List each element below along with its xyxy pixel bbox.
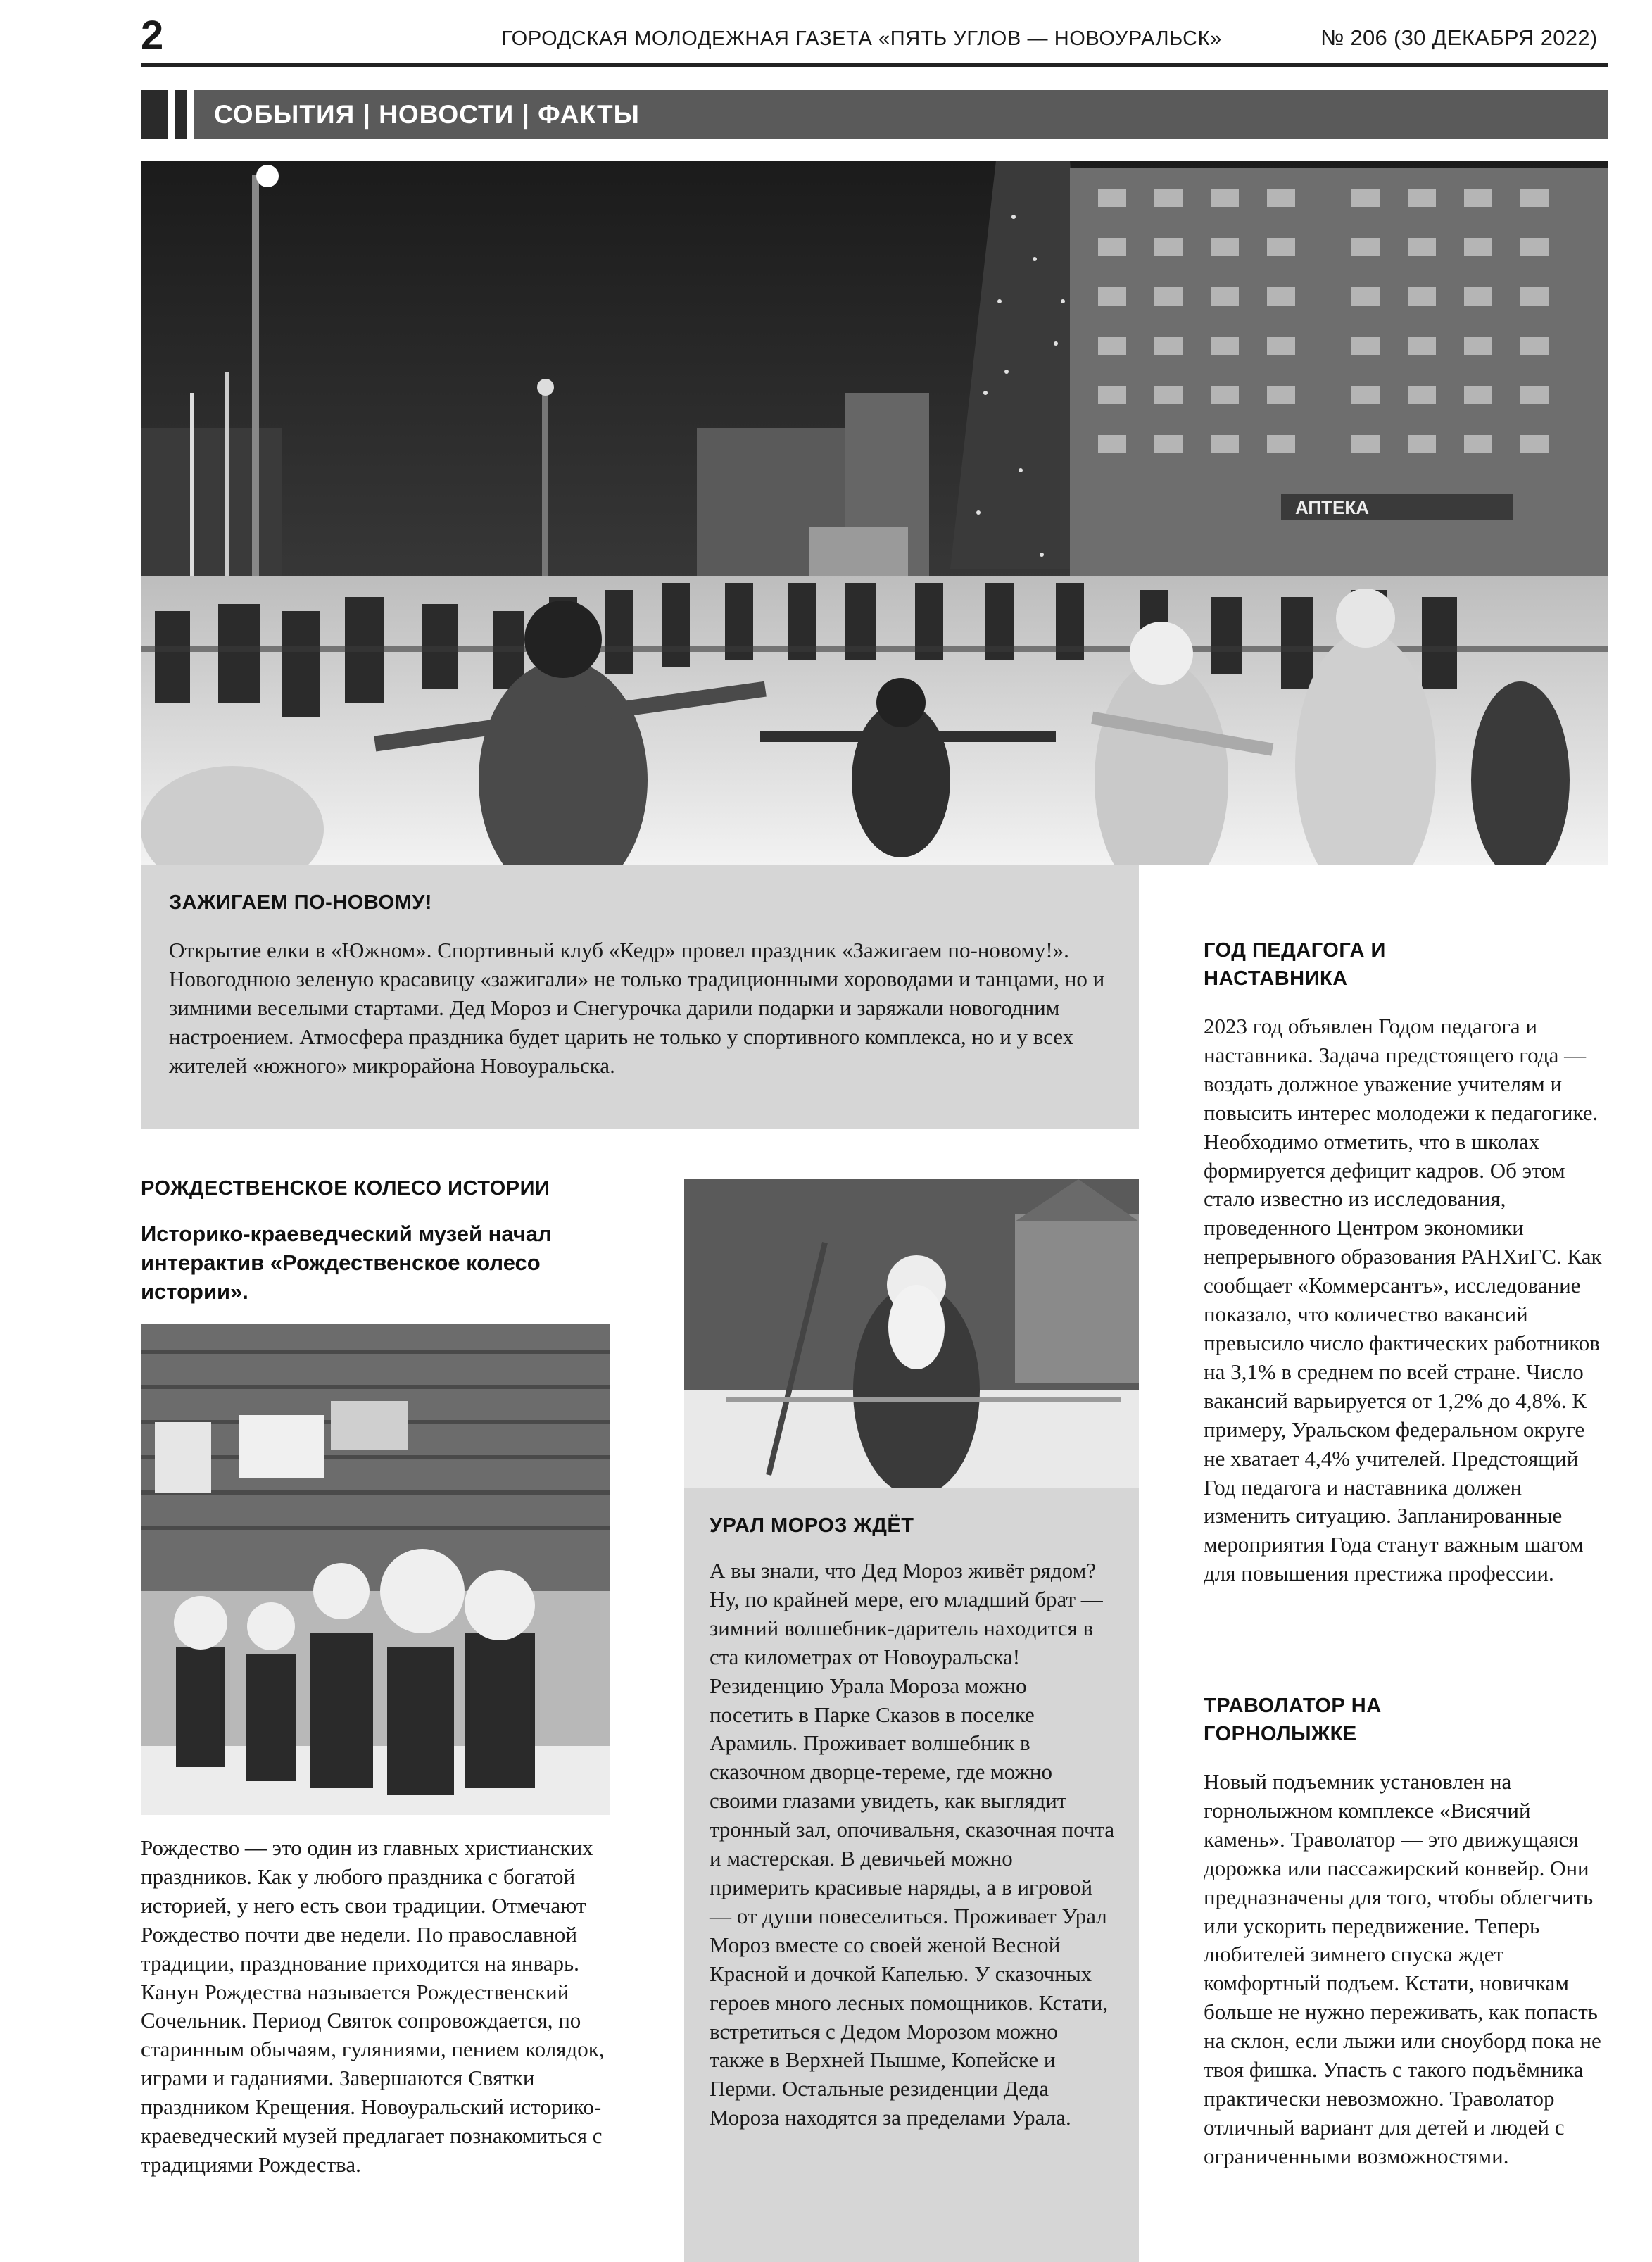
section-bar xyxy=(141,90,1608,139)
issue-number: № 206 (30 ДЕКАБРЯ 2022) xyxy=(1320,25,1598,50)
publication-name: ГОРОДСКАЯ МОЛОДЕЖНАЯ ГАЗЕТА «ПЯТЬ УГЛОВ — НОВОУРАЛЬСК» xyxy=(501,27,1222,50)
pharmacy-sign: АПТЕКА xyxy=(1295,497,1369,518)
travolator-article xyxy=(1204,1692,1608,2171)
header-rule xyxy=(141,63,1608,67)
page-number: 2 xyxy=(141,13,164,58)
ural-moroz-box xyxy=(684,1488,1139,2262)
ignite-title: ЗАЖИГАЕМ ПО-НОВОМУ! xyxy=(169,891,432,914)
teacher-article xyxy=(1204,936,1608,1588)
christmas-title: РОЖДЕСТВЕНСКОЕ КОЛЕСО ИСТОРИИ xyxy=(141,1177,550,1200)
main-photo-tree-lighting xyxy=(141,161,1608,865)
section-marker xyxy=(141,90,168,139)
ural-moroz-text: А вы знали, что Дед Мороз живёт рядом? Ну, по крайней мере, его младший брат — зимний волшебник-даритель находится в ста километрах от Новоуральска! Резиденцию Урала Мороза можно посетить в Парке Сказов в поселке Арамиль. Проживает волшебник в сказочном дворце-тереме, где можно своими глазами увидеть, как выглядит тронный зал, опочивальня, сказочная почта и мастерская. В девичьей можно примерить красивые наряды, а в игровой — от души повеселиться. Проживает Урал Мороз вместе со своей женой Весной Красной и дочкой Капелью. У сказочных героев много лесных помощников. Кстати, встретиться с Дедом Морозом можно также в Верхней Пышме, Копейске и Перми. Остальные резиденции Деда Мороза находятся за пределами Урала. xyxy=(710,1558,1115,2130)
ural-moroz-title: УРАЛ МОРОЗ ЖДЁТ xyxy=(710,1514,914,1537)
christmas-text: Рождество — это один из главных христианских праздников. Как у любого праздника с богатой историей, у него есть свои традиции. Отмечают Рождество почти две недели. По православной традиции, празднование приходится на январь. Канун Рождества называется Рождественский Сочельник. Период Святок сопровождается, по старинным обычаям, гуляниями, пением колядок, играми и гаданиями. Завершаются Святки праздником Крещения. Новоуральский историко-краеведческий музей предлагает познакомиться с традициями Рождества. xyxy=(141,1835,605,2177)
teacher-text: 2023 год объявлен Годом педагога и наставника. Задача предстоящего года — воздать должное уважение учителям и повысить интерес молодежи к педагогике. Необходимо отметить, что в школах формируется дефицит кадров. Об этом стало известно из исследования, проведенного Центром экономики непрерывного образования РАНХиГС. Как сообщает «Коммерсантъ», исследование показало, что количество вакансий превысило число фактических работников на 3,1% в среднем по всей стране. Число вакансий варьируется от 1,2% до 4,8%. К примеру, Уральском федеральном округе не хватает 4,4% учителей. Предстоящий Год педагога и наставника должен изменить ситуацию. Запланированные мероприятия Года станут важным шагом для повышения престижа профессии. xyxy=(1204,1014,1602,1586)
travolator-title: ТРАВОЛАТОР НА ГОРНОЛЫЖКЕ xyxy=(1204,1695,1382,1745)
museum-photo xyxy=(141,1324,610,1815)
travolator-text: Новый подъемник установлен на горнолыжном комплексе «Висячий камень». Траволатор — это движущаяся дорожка или пассажирский конвейр. Они предназначены для того, чтобы облегчить или ускорить передвижение. Теперь любителей зимнего спуска ждет комфортный подъем. Кстати, новичкам больше не нужно переживать, как попасть на склон, если лыжи или сноуборд пока не твоя фишка. Упасть с такого подъёмника практически невозможно. Траволатор отличный вариант для детей и людей с ограниченными возможностями. xyxy=(1204,1769,1601,2168)
christmas-lead: Историко-краеведческий музей начал интерактив «Рождественское колесо истории». xyxy=(141,1221,552,1304)
ignite-text: Открытие елки в «Южном». Спортивный клуб «Кедр» провел праздник «Зажигаем по-новому!». Новогоднюю зеленую красавицу «зажигали» не только традиционными хороводами и танцами, но и зимними веселыми стартами. Дед Мороз и Снегурочка дарили подарки и заряжали новогодним настроением. Атмосфера праздника будет царить не только у спортивного комплекса, но и у всех жителей «южного» микрорайона Новоуральска. xyxy=(169,938,1105,1078)
ural-moroz-photo xyxy=(684,1179,1139,1488)
caption-box-ignite xyxy=(141,865,1139,1129)
teacher-title: ГОД ПЕДАГОГА И НАСТАВНИКА xyxy=(1204,939,1386,990)
section-marker xyxy=(175,90,187,139)
section-title: СОБЫТИЯ | НОВОСТИ | ФАКТЫ xyxy=(214,100,640,129)
